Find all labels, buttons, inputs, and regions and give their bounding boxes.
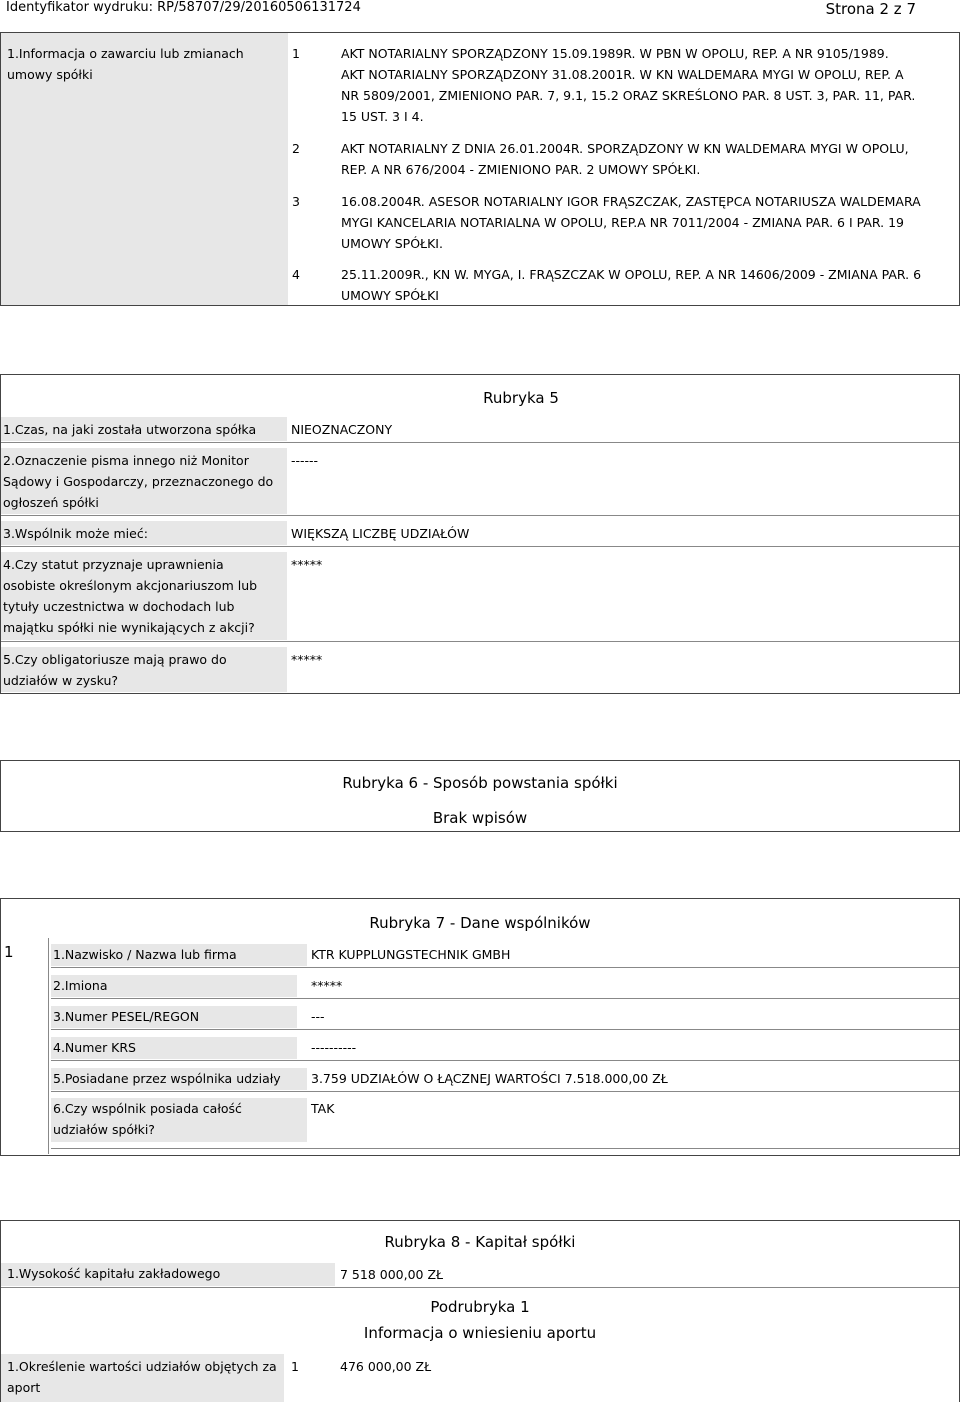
rubryka-7-title: Rubryka 7 - Dane wspólników — [369, 914, 591, 932]
field-label: 5.Posiadane przez wspólnika udziały — [51, 1068, 307, 1090]
entry-line: UMOWY SPÓŁKI — [341, 288, 439, 303]
rubryka-6-subtitle: Brak wpisów — [432, 809, 528, 827]
field-label: 2.Imiona — [51, 975, 297, 997]
field-label: 1.Czas, na jaki została utworzona spółka — [1, 417, 287, 441]
rubryka-5-title: Rubryka 5 — [483, 389, 559, 407]
field-value: 476 000,00 ZŁ — [340, 1359, 432, 1374]
entry-line: UMOWY SPÓŁKI. — [341, 236, 443, 251]
field-value: ***** — [311, 978, 343, 993]
field-value: ***** — [291, 557, 323, 572]
field-label: 4.Numer KRS — [51, 1037, 297, 1059]
field-label: 1.Wysokość kapitału zakładowego — [1, 1263, 335, 1286]
entry-line: AKT NOTARIALNY SPORZĄDZONY 15.09.1989R. W PBN W OPOLU, REP. A NR 9105/1989. — [341, 46, 889, 61]
sub-rubryka-subtitle: Informacja o wniesieniu aportu — [363, 1324, 597, 1342]
field-value: --- — [311, 1009, 325, 1024]
field-value: WIĘKSZĄ LICZBĘ UDZIAŁÓW — [291, 526, 470, 541]
sub-rubryka-title: Podrubryka 1 — [430, 1298, 530, 1316]
field-label: 5.Czy obligatoriusze mają prawo do udziałów w zysku? — [1, 647, 287, 692]
field-value: 3.759 UDZIAŁÓW O ŁĄCZNEJ WARTOŚCI 7.518.000,00 ZŁ — [311, 1071, 668, 1086]
agreement-info-label-line1: 1.Informacja o zawarciu lub zmianach — [7, 46, 244, 61]
field-label: 1.Określenie wartości udziałów objętych za aport — [1, 1354, 284, 1402]
field-label: 4.Czy statut przyznaje uprawnienia osobiste określonym akcjonariuszom lub tytuły uczestnictwa w dochodach lub majątku spółki nie wynikających z akcji? — [1, 552, 287, 640]
field-label: 6.Czy wspólnik posiada całość udziałów spółki? — [51, 1098, 307, 1142]
entry-number: 4 — [292, 267, 300, 282]
field-value: NIEOZNACZONY — [291, 422, 393, 437]
field-value: ---------- — [311, 1040, 357, 1055]
field-label: 3.Wspólnik może mieć: — [1, 521, 287, 545]
rubryka-8-title: Rubryka 8 - Kapitał spółki — [384, 1233, 576, 1251]
rubryka-6-section — [0, 760, 960, 832]
partner-number: 1 — [4, 943, 14, 961]
field-value: TAK — [311, 1101, 335, 1116]
field-label: 3.Numer PESEL/REGON — [51, 1006, 297, 1028]
agreement-info-label-line2: umowy spółki — [7, 67, 93, 82]
entry-line: 16.08.2004R. ASESOR NOTARIALNY IGOR FRĄSZCZAK, ZASTĘPCA NOTARIUSZA WALDEMARA — [341, 194, 921, 209]
field-value: 7 518 000,00 ZŁ — [340, 1267, 444, 1282]
entry-line: AKT NOTARIALNY SPORZĄDZONY 31.08.2001R. W KN WALDEMARA MYGI W OPOLU, REP. A — [341, 67, 904, 82]
entry-number: 2 — [292, 141, 300, 156]
entry-line: MYGI KANCELARIA NOTARIALNA W OPOLU, REP.A NR 7011/2004 - ZMIANA PAR. 6 I PAR. 19 — [341, 215, 905, 230]
entry-line: 25.11.2009R., KN W. MYGA, I. FRĄSZCZAK W OPOLU, REP. A NR 14606/2009 - ZMIANA PAR. 6 — [341, 267, 922, 282]
field-value: KTR KUPPLUNGSTECHNIK GMBH — [311, 947, 511, 962]
entry-number: 1 — [292, 46, 300, 61]
field-label: 2.Oznaczenie pisma innego niż Monitor Sądowy i Gospodarczy, przeznaczonego do ogłoszeń spółki — [1, 448, 287, 514]
field-value: ***** — [291, 652, 323, 667]
agreement-info-section — [0, 32, 960, 306]
print-identifier: Identyfikator wydruku: RP/58707/29/20160506131724 — [6, 0, 361, 15]
field-label: 1.Nazwisko / Nazwa lub firma — [51, 944, 307, 966]
rubryka-6-title: Rubryka 6 - Sposób powstania spółki — [342, 774, 618, 792]
entry-line: AKT NOTARIALNY Z DNIA 26.01.2004R. SPORZĄDZONY W KN WALDEMARA MYGI W OPOLU, — [341, 141, 909, 156]
page-number: Strona 2 z 7 — [825, 0, 916, 18]
field-value: ------ — [291, 453, 319, 468]
entry-number: 3 — [292, 194, 300, 209]
entry-line: REP. A NR 676/2004 - ZMIENIONO PAR. 2 UMOWY SPÓŁKI. — [341, 162, 701, 177]
entry-line: 15 UST. 3 I 4. — [341, 109, 424, 124]
entry-line: NR 5809/2001, ZMIENIONO PAR. 7, 9.1, 15.2 ORAZ SKREŚLONO PAR. 8 UST. 3, PAR. 11, PAR. — [341, 88, 916, 103]
item-number: 1 — [291, 1359, 299, 1374]
